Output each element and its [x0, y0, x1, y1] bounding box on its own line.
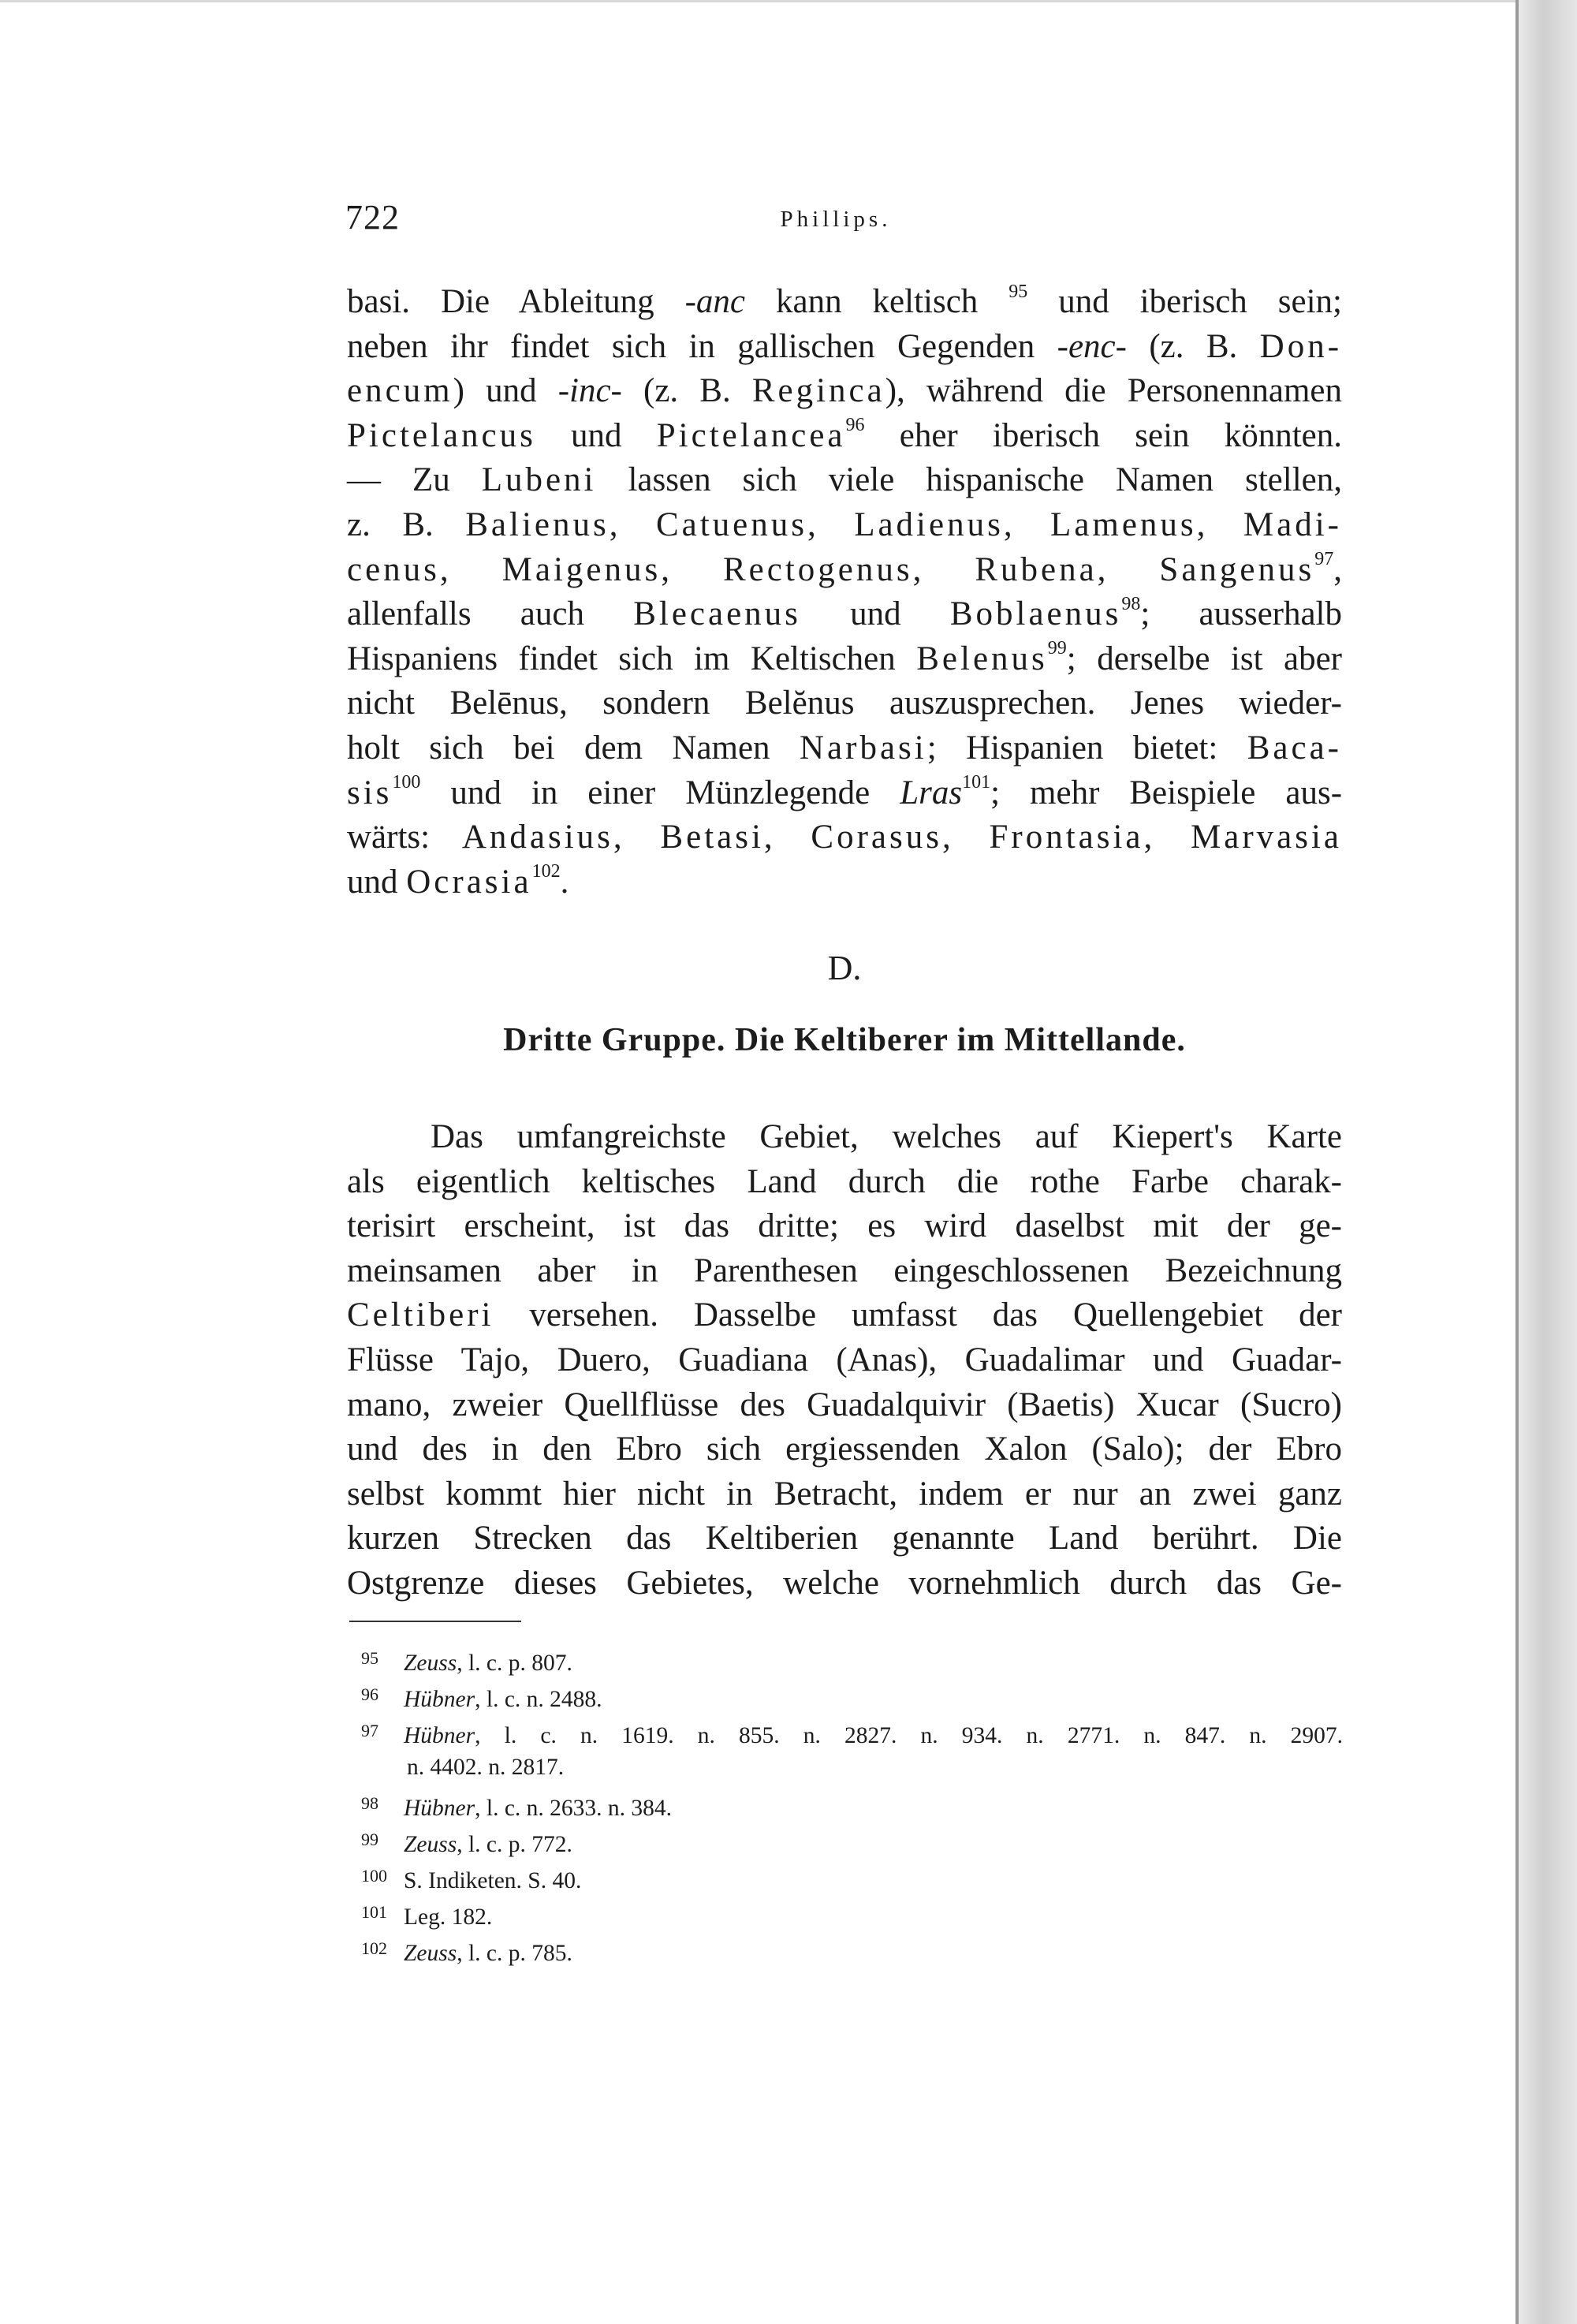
- text-line: terisirt erscheint, ist das dritte; es wird daselbst mit der ge-: [347, 1207, 1342, 1245]
- text-line: wärts: Andasius, Betasi, Corasus, Frontasia, Marvasia: [347, 819, 1343, 856]
- footnote: 97 Hübner, l. c. n. 1619. n. 855. n. 2827. n. 934. n. 2771. n. 847. n. 2907.: [361, 1721, 1343, 1748]
- footnote-ref: 97: [1314, 549, 1334, 570]
- footnote: 100 S. Indiketen. S. 40.: [361, 1866, 582, 1893]
- footnote-continuation: n. 4402. n. 2817.: [407, 1755, 565, 1780]
- text-line: Hispaniens findet sich im Keltischen Belenus$^{99}$; derselbe ist aber: [347, 638, 1342, 677]
- text-line: neben ihr findet sich in gallischen Gegenden -enc- (z. B. Don-: [347, 327, 1343, 365]
- text-line: Pictelancus und Pictelancea$^{96}$ eher iberisch sein könnten.: [347, 415, 1342, 454]
- footnote-ref: 102: [531, 861, 561, 882]
- text-line: mano, zweier Quellflüsse des Guadalquivir (Baetis) Xucar (Sucro): [347, 1386, 1342, 1423]
- text-line: Ostgrenze dieses Gebietes, welche vornehmlich durch das Ge-: [347, 1564, 1342, 1602]
- text-line: encum) und -inc- (z. B. Reginca), während die Personennamen: [347, 372, 1343, 410]
- text-line: kurzen Strecken das Keltiberien genannte Land berührt. Die: [347, 1520, 1342, 1557]
- running-title: Phillips.: [780, 207, 892, 232]
- text-line: als eigentlich keltisches Land durch die rothe Farbe charak-: [347, 1162, 1342, 1200]
- text-line: z. B. Balienus, Catuenus, Ladienus, Lamenus, Madi-: [347, 505, 1342, 543]
- section-title: Dritte Gruppe. Die Keltiberer im Mittellande.: [503, 1022, 1186, 1058]
- page-number: 722: [345, 198, 400, 237]
- footnotes: [361, 1640, 1343, 1967]
- text-line: meinsamen aber in Parenthesen eingeschlossenen Bezeichnung: [347, 1252, 1342, 1289]
- text-line: — Zu Lubeni lassen sich viele hispanische Namen stellen,: [347, 461, 1342, 499]
- text-line: Celtiberi versehen. Dasselbe umfasst das Quellengebiet der: [347, 1296, 1342, 1334]
- text-line: cenus, Maigenus, Rectogenus, Rubena, Sangenus$^{97}$,: [347, 549, 1342, 588]
- footnote-ref: 99: [1047, 638, 1067, 659]
- footnote-ref: 101: [962, 772, 991, 793]
- footnote-ref: 98: [1121, 593, 1141, 614]
- adjacent-page-edge: [1515, 0, 1577, 2324]
- footnote: 101 Leg. 182.: [361, 1902, 493, 1930]
- section-letter: D.: [827, 949, 862, 987]
- text-line: und Ocrasia$^{102}$.: [347, 861, 569, 901]
- text-line: Das umfangreichste Gebiet, welches auf Kiepert's Karte: [431, 1118, 1342, 1155]
- text-line: und des in den Ebro sich ergiessenden Xalon (Salo); der Ebro: [347, 1431, 1342, 1468]
- text-line: selbst kommt hier nicht in Betracht, indem er nur an zwei ganz: [347, 1475, 1342, 1513]
- text-line: allenfalls auch Blecaenus und Boblaenus$^{98}$; ausserhalb: [347, 593, 1343, 633]
- text-line: Flüsse Tajo, Duero, Guadiana (Anas), Guadalimar und Guadar-: [347, 1341, 1342, 1378]
- footnote-ref: 96: [845, 415, 865, 436]
- text-line: holt sich bei dem Namen Narbasi; Hispanien bietet: Baca-: [347, 729, 1342, 767]
- footnote: 96 Hübner, l. c. n. 2488.: [361, 1684, 602, 1712]
- footnote: 98 Hübner, l. c. n. 2633. n. 384.: [361, 1793, 673, 1821]
- page-top-edge: [0, 0, 1545, 2]
- footnote-divider: [349, 1621, 521, 1622]
- text-line: nicht Belēnus, sondern Belĕnus auszusprechen. Jenes wieder-: [347, 685, 1342, 722]
- paragraph-1: [347, 280, 1342, 905]
- footnote: 102 Zeuss, l. c. p. 785.: [361, 1938, 572, 1966]
- footnote: 99 Zeuss, l. c. p. 772.: [361, 1830, 572, 1857]
- text-line: sis$^{100}$ und in einer Münzlegende Lras$^{101}$; mehr Beispiele aus-: [347, 772, 1343, 811]
- footnote-ref: 100: [392, 772, 421, 793]
- text-line: basi. Die Ableitung -anc kann keltisch $^{95}$ und iberisch sein;: [347, 281, 1342, 320]
- paragraph-2: [347, 1115, 1342, 1606]
- footnote-ref: 95: [1008, 281, 1028, 302]
- footnote: 95 Zeuss, l. c. p. 807.: [361, 1648, 572, 1676]
